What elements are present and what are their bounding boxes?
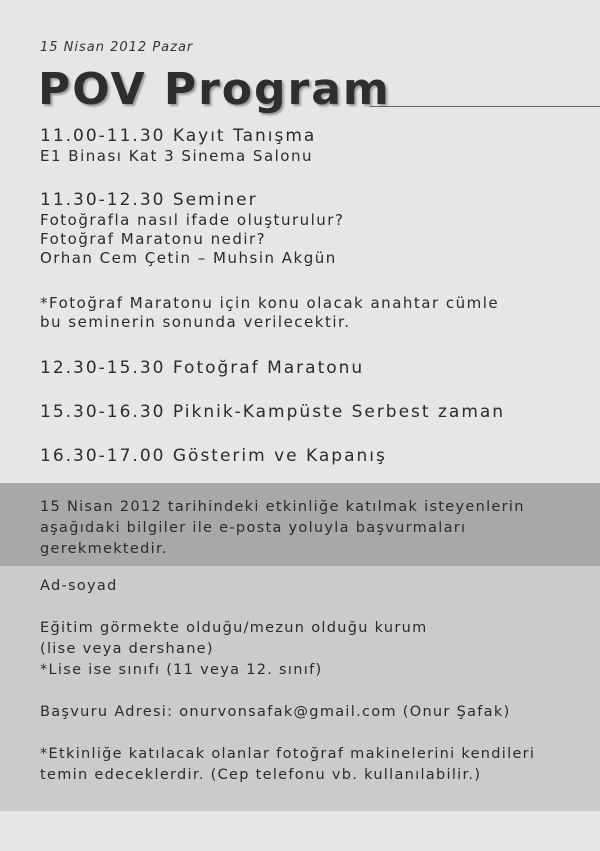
event-date: 15 Nisan 2012 Pazar: [40, 40, 194, 55]
notice-line: 15 Nisan 2012 tarihindeki etkinliğe katılmak isteyenlerin: [40, 499, 525, 515]
field-education: Eğitim görmekte olduğu/mezun olduğu kurum: [40, 620, 428, 636]
field-name: Ad-soyad: [40, 578, 118, 594]
notice-line: aşağıdaki bilgiler ile e-posta yoluyla başvurmaları: [40, 520, 467, 536]
schedule-item-detail: Orhan Cem Çetin – Muhsin Akgün: [40, 249, 337, 267]
schedule-item-detail: E1 Binası Kat 3 Sinema Salonu: [40, 147, 313, 165]
schedule-item-time: 15.30-16.30 Piknik-Kampüste Serbest zaman: [40, 402, 506, 422]
application-info: [0, 566, 600, 811]
schedule-item-closing: [40, 446, 387, 467]
schedule-item-detail: Fotoğrafla nasıl ifade oluşturulur?: [40, 211, 345, 229]
schedule-item-time: 11.00-11.30 Kayıt Tanışma: [40, 126, 317, 146]
page-title: POV Program: [38, 64, 391, 115]
field-education: (lise veya dershane): [40, 641, 214, 657]
schedule-note: [40, 294, 499, 332]
notice-line: gerekmektedir.: [40, 541, 168, 557]
footnote-line: *Etkinliğe katılacak olanlar fotoğraf makinelerini kendileri: [40, 746, 536, 762]
notice-band: [0, 483, 600, 566]
notice-text: [40, 497, 580, 560]
footnote-line: temin edeceklerdir. (Cep telefonu vb. kullanılabilir.): [40, 767, 482, 783]
schedule-note-line: bu seminerin sonunda verilecektir.: [40, 313, 351, 331]
schedule-item-time: 12.30-15.30 Fotoğraf Maratonu: [40, 358, 365, 378]
schedule-item-seminar: [40, 190, 344, 268]
schedule-item-detail: Fotoğraf Maratonu nedir?: [40, 230, 267, 248]
schedule-item-picnic: [40, 402, 505, 423]
schedule-item-marathon: [40, 358, 364, 379]
application-address: Başvuru Adresi: onurvonsafak@gmail.com (Onur Şafak): [40, 704, 511, 720]
application-text: [40, 576, 585, 786]
schedule-note-line: *Fotoğraf Maratonu için konu olacak anahtar cümle: [40, 294, 500, 312]
schedule-item-time: 11.30-12.30 Seminer: [40, 190, 258, 210]
title-rule: [370, 106, 600, 107]
schedule-item-registration: [40, 126, 316, 166]
field-education: *Lise ise sınıfı (11 veya 12. sınıf): [40, 662, 323, 678]
schedule-item-time: 16.30-17.00 Gösterim ve Kapanış: [40, 446, 387, 466]
